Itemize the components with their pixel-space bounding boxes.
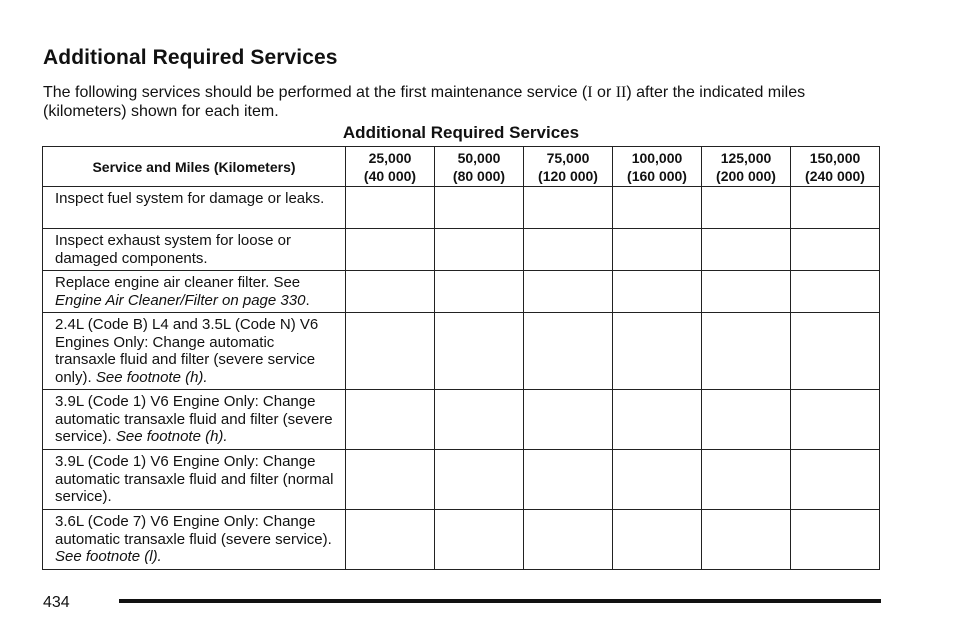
interval-cell <box>702 510 791 570</box>
interval-cell <box>524 271 613 313</box>
interval-miles: 100,000 <box>631 149 683 166</box>
interval-cell <box>791 510 880 570</box>
service-text-suffix: . <box>305 291 310 309</box>
interval-cell <box>613 450 702 510</box>
interval-cell <box>702 187 791 229</box>
interval-cell <box>524 450 613 510</box>
interval-km: (160 000) <box>627 167 687 184</box>
interval-cell <box>524 187 613 229</box>
interval-header-150000 <box>791 147 880 187</box>
table-row <box>43 313 880 390</box>
service-text: Inspect exhaust system for loose or damaged components. <box>55 232 291 267</box>
service-text: Replace engine air cleaner filter. See <box>55 274 301 291</box>
interval-cell <box>346 229 435 271</box>
interval-miles: 25,000 <box>368 149 412 166</box>
footnote-reference: See footnote (h). <box>115 428 228 445</box>
service-description <box>43 187 346 229</box>
interval-cell <box>791 313 880 390</box>
interval-km: (40 000) <box>363 167 417 184</box>
interval-cell <box>702 229 791 271</box>
interval-km: (240 000) <box>805 167 865 184</box>
interval-cell <box>524 390 613 450</box>
interval-cell <box>435 313 524 390</box>
interval-miles: 150,000 <box>809 149 861 166</box>
table-caption: Additional Required Services <box>342 123 580 142</box>
interval-cell <box>524 313 613 390</box>
interval-cell <box>435 390 524 450</box>
interval-km: (80 000) <box>452 167 506 184</box>
service-text: 3.9L (Code 1) V6 Engine Only: Change automatic transaxle fluid and filter (severe service). <box>55 393 333 445</box>
interval-miles: 50,000 <box>457 149 501 166</box>
interval-cell <box>435 510 524 570</box>
interval-header-100000 <box>613 147 702 187</box>
interval-cell <box>613 510 702 570</box>
interval-cell <box>524 510 613 570</box>
interval-cell <box>791 229 880 271</box>
interval-cell <box>791 187 880 229</box>
services-table <box>42 146 880 570</box>
interval-cell <box>346 187 435 229</box>
interval-cell <box>613 187 702 229</box>
interval-cell <box>435 229 524 271</box>
interval-miles: 125,000 <box>720 149 772 166</box>
interval-miles: 75,000 <box>546 149 590 166</box>
service-description <box>43 271 346 313</box>
interval-header-125000 <box>702 147 791 187</box>
interval-cell <box>613 229 702 271</box>
page-number: 434 <box>43 594 70 611</box>
interval-header-50000 <box>435 147 524 187</box>
service-description <box>43 313 346 390</box>
interval-cell <box>702 450 791 510</box>
service-description <box>43 390 346 450</box>
interval-cell <box>613 271 702 313</box>
table-row <box>43 229 880 271</box>
service-text: 3.9L (Code 1) V6 Engine Only: Change automatic transaxle fluid and filter (normal service). <box>55 453 334 505</box>
table-header-row <box>43 147 880 187</box>
interval-cell <box>435 187 524 229</box>
table-row <box>43 510 880 570</box>
interval-cell <box>346 390 435 450</box>
service-description <box>43 229 346 271</box>
service-column-header: Service and Miles (Kilometers) <box>43 147 346 187</box>
interval-km: (120 000) <box>538 167 598 184</box>
interval-header-75000 <box>524 147 613 187</box>
table-row <box>43 390 880 450</box>
interval-cell <box>613 313 702 390</box>
interval-cell <box>613 390 702 450</box>
interval-cell <box>702 390 791 450</box>
intro-roman-two: II <box>615 84 627 101</box>
footer-rule <box>119 599 881 603</box>
page-heading: Additional Required Services <box>43 46 338 69</box>
interval-cell <box>435 450 524 510</box>
footnote-reference: See footnote (l). <box>55 548 162 565</box>
service-description <box>43 510 346 570</box>
cross-reference: Engine Air Cleaner/Filter on page 330 <box>55 291 306 309</box>
service-description <box>43 450 346 510</box>
interval-km: (200 000) <box>716 167 776 184</box>
service-text: Inspect fuel system for damage or leaks. <box>55 190 325 207</box>
intro-text-end: ) after the indicated miles (kilometers) shown for each item. <box>43 84 806 120</box>
intro-text-start: The following services should be performed at the first maintenance service ( <box>43 84 588 101</box>
service-text: 2.4L (Code B) L4 and 3.5L (Code N) V6 Engines Only: Change automatic transaxle fluid and filter (severe service only). <box>55 316 319 386</box>
interval-cell <box>702 313 791 390</box>
interval-cell <box>702 271 791 313</box>
interval-cell <box>346 450 435 510</box>
table-row <box>43 187 880 229</box>
intro-text-or: or <box>592 84 616 101</box>
interval-cell <box>791 450 880 510</box>
interval-cell <box>435 271 524 313</box>
interval-cell <box>346 313 435 390</box>
intro-roman-one: I <box>587 84 593 101</box>
intro-paragraph <box>43 84 883 121</box>
interval-cell <box>791 271 880 313</box>
table-row <box>43 271 880 313</box>
service-text: 3.6L (Code 7) V6 Engine Only: Change automatic transaxle fluid (severe service). <box>55 513 332 548</box>
interval-cell <box>346 271 435 313</box>
interval-cell <box>346 510 435 570</box>
table-row <box>43 450 880 510</box>
interval-cell <box>791 390 880 450</box>
interval-header-25000 <box>346 147 435 187</box>
interval-cell <box>524 229 613 271</box>
footnote-reference: See footnote (h). <box>95 368 208 386</box>
